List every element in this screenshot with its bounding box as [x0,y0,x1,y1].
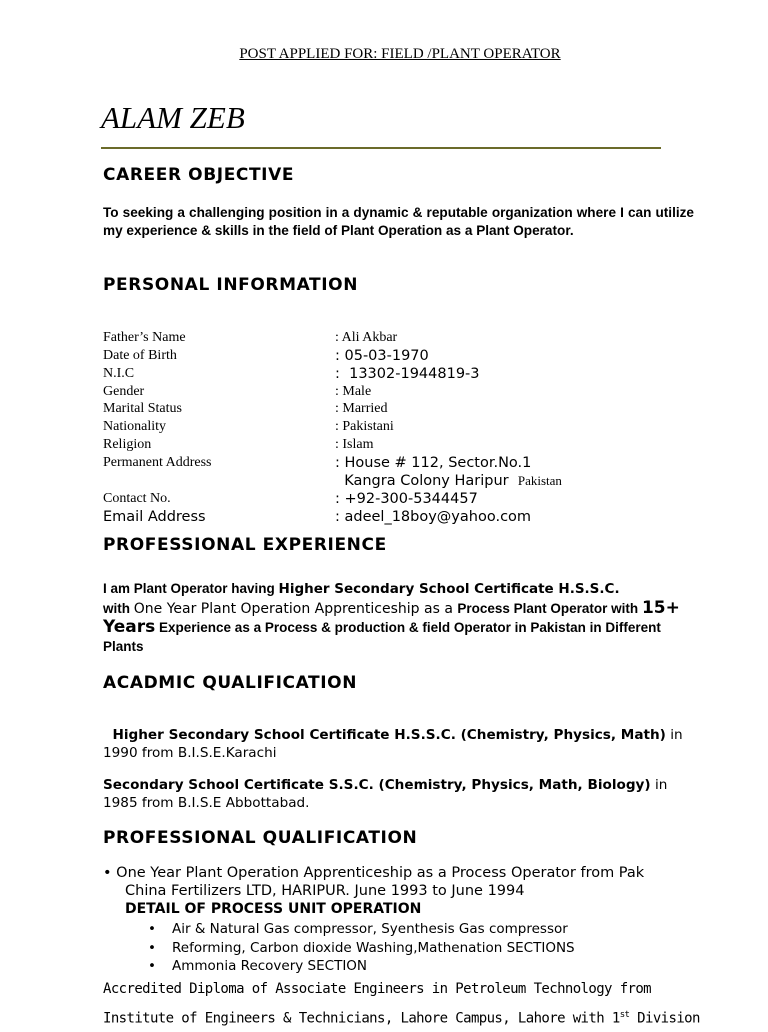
heading-career-objective: CAREER OBJECTIVE [103,165,295,185]
info-value: : Married [335,401,388,417]
diploma-division: Division [629,1010,700,1027]
exp-part: Process Plant Operator with [457,600,642,616]
process-unit-list [148,920,575,976]
info-label: Date of Birth [103,347,177,363]
info-row-email [103,507,703,525]
candidate-name: ALAM ZEB [101,100,245,135]
academic-item-hssc [103,726,703,762]
info-row-gender [103,382,703,400]
info-label: Contact No. [103,490,171,506]
exp-years: 15+ Years [103,597,680,637]
info-value: : 05-03-1970 [335,347,429,364]
post-applied-for: POST APPLIED FOR: FIELD /PLANT OPERATOR [239,46,561,62]
info-label: N.I.C [103,365,135,381]
exp-part: One Year Plant Operation Apprenticeship as a [133,600,458,617]
process-unit-item: • Reforming, Carbon dioxide Washing,Mathenation SECTIONS [148,939,575,958]
academic-title: Secondary School Certificate S.S.C. (Chemistry, Physics, Math, Biology) [103,777,651,793]
info-label: Gender [103,383,145,399]
info-row-address [103,453,703,471]
info-row-dob [103,346,703,364]
academic-detail: in 1985 from B.I.S.E Abbottabad. [103,777,668,811]
info-label: Marital Status [103,401,182,417]
academic-item-ssc [103,776,703,812]
apprenticeship-item-cont: China Fertilizers LTD, HARIPUR. June 1993 to June 1994 [125,883,525,899]
diploma-superscript: st [619,1010,630,1020]
academic-title: Higher Secondary School Certificate H.S.S.C. (Chemistry, Physics, Math) [103,727,666,743]
academic-detail: in 1990 from B.I.S.E.Karachi [103,727,683,761]
diploma-text [103,976,743,1032]
objective-text: To seeking a challenging position in a dynamic & reputable organization where I can utilize my experience & skills in the field of Plant Operation as a Plant Operator. [103,205,694,238]
info-label: Father’s Name [103,329,186,345]
info-label: Nationality [103,419,166,435]
address-country: Pakistan [517,473,562,489]
exp-part: with [103,600,134,616]
info-label: Permanent Address [103,455,212,471]
process-unit-item: • Ammonia Recovery SECTION [148,957,575,976]
experience-text [103,580,703,656]
info-label: Religion [103,437,152,453]
info-value: : House # 112, Sector.No.1 [335,455,532,472]
heading-professional-experience: PROFESSIONAL EXPERIENCE [103,535,387,555]
exp-part: Experience as a Process & production & field Operator in Pakistan in Different Plants [103,620,661,654]
info-row-marital [103,400,703,418]
info-row-address-cont [103,471,703,489]
info-value [335,473,562,489]
info-row-religion [103,435,703,453]
info-value: : Pakistani [335,419,394,435]
heading-professional-qualification: PROFESSIONAL QUALIFICATION [103,828,418,848]
heading-personal-information: PERSONAL INFORMATION [103,275,359,295]
process-unit-item: • Air & Natural Gas compressor, Syenthesis Gas compressor [148,920,575,939]
address-line-2: Kangra Colony Haripur [335,473,509,490]
exp-part: Higher Secondary School Certificate H.S.S.C. [278,581,620,597]
info-label: Email Address [103,508,206,525]
info-value: : adeel_18boy@yahoo.com [335,508,532,525]
professional-qualification-text [103,864,723,918]
info-row-nationality [103,417,703,435]
info-value: : +92-300-5344457 [335,490,478,507]
info-row-nic [103,364,703,382]
info-value: : Islam [335,437,374,453]
apprenticeship-item: • One Year Plant Operation Apprenticeship as a Process Operator from Pak [103,865,645,881]
diploma-line-1: Accredited Diploma of Associate Engineers in Petroleum Technology from [103,981,652,997]
diploma-institute: Institute of Engineers & Technicians, Lahore Campus, Lahore with 1 [103,1010,620,1027]
info-row-father [103,328,703,346]
exp-part: I am Plant Operator having [103,581,279,596]
diploma-line-2 [103,1002,743,1032]
personal-info-table [103,328,703,525]
info-value: : Male [335,383,372,399]
heading-academic-qualification: ACADMIC QUALIFICATION [103,673,358,693]
info-value: : Ali Akbar [335,329,398,345]
info-value: : 13302-1944819-3 [335,365,480,382]
info-row-contact [103,489,703,507]
detail-heading: DETAIL OF PROCESS UNIT OPERATION [125,901,422,917]
name-divider [101,147,661,149]
